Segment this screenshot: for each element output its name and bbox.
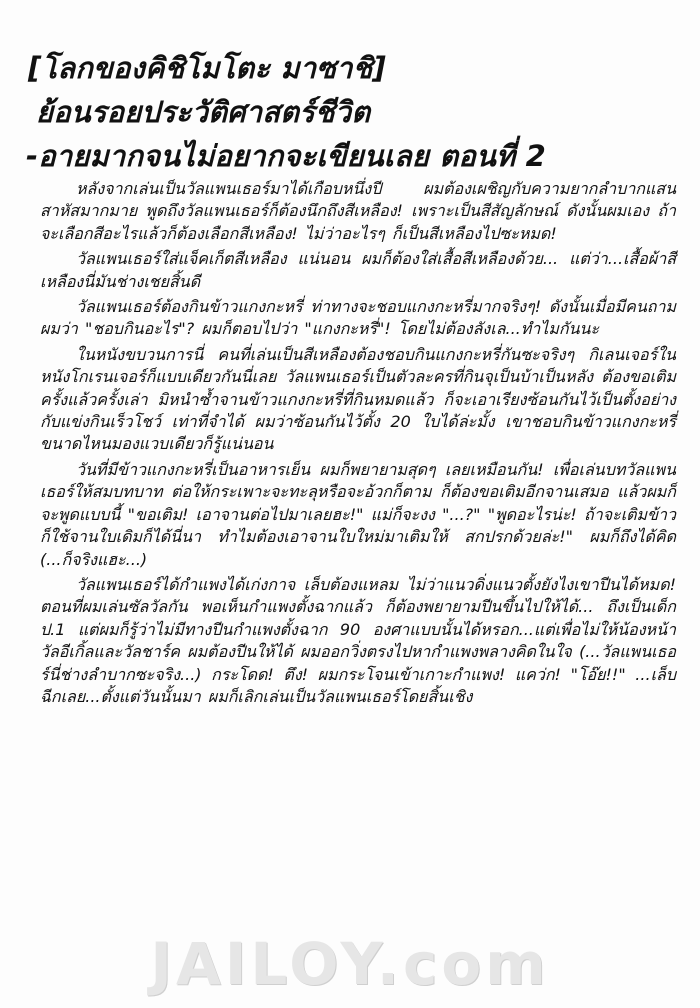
article-title [18, 46, 678, 178]
paragraph: วันที่มีข้าวแกงกะหรี่เป็นอาหารเย็น ผมก็พยายามสุดๆ เลยเหมือนกัน! เพื่อเล่นบทวัลแพนเธอร์ให้สมบทบาท ต่อให้กระเพาะจะทะลุหรือจะอ้วกก็ตาม ก็ต้องขอเติมอีกจานเสมอ แล้วผมก็จะพูดแบบนี้ "ขอเติม! เอาจานต่อไปมาเลยฮะ!" แม่ก็จะงง "...?" "พูดอะไรน่ะ! ถ้าจะเติมข้าวก็ใช้จานใบเดิมก็ได้นี่นา ทำไมต้องเอาจานใบใหม่มาเติมให้ สกปรกด้วยล่ะ!" ผมก็ถึงได้คิด (...ก็จริงแฮะ...) [40, 459, 676, 569]
site-watermark: JAILOY.com [150, 930, 550, 998]
paragraph: ในหนังขบวนการนี่ คนที่เล่นเป็นสีเหลืองต้องชอบกินแกงกะหรี่กันซะจริงๆ กิเลนเจอร์ในหนังโกเรนเจอร์ก็แบบเดียวกันนี่เลย วัลแพนเธอร์เป็นตัวละครที่กินจุเป็นบ้าเป็นหลัง ต้องขอเติมครั้งแล้วครั้งเล่า มิหนำซ้ำจานข้าวแกงกะหรี่ที่กินหมดแล้ว ก็จะเอาเรียงซ้อนกันไว้เป็นตั้งอย่างกับแข่งกินเร็วโชว์ เท่าที่จำได้ ผมว่าซ้อนกันไว้ตั้ง 20 ใบได้ล่ะมั้ง เขาชอบกินข้าวแกงกะหรี่ขนาดไหนมองแวบเดียวก็รู้แน่นอน [40, 344, 676, 454]
paragraph: วัลแพนเธอร์ต้องกินข้าวแกงกะหรี่ ท่าทางจะชอบแกงกะหรี่มากจริงๆ! ดังนั้นเมื่อมีคนถามผมว่า "ชอบกินอะไร"? ผมก็ตอบไปว่า "แกงกะหรี่"! โดยไม่ต้องลังเล...ทำไมกันนะ [40, 297, 676, 339]
title-line-3: -อายมากจนไม่อยากจะเขียนเลย ตอนที่ 2 [26, 139, 547, 173]
paragraph: หลังจากเล่นเป็นวัลแพนเธอร์มาได้เกือบหนึ่งปี ผมต้องเผชิญกับความยากลำบากแสนสาหัสมากมาย พูดถึงวัลแพนเธอร์ก็ต้องนึกถึงสีเหลือง! เพราะเป็นสีสัญลักษณ์ ดังนั้นผมเอง ถ้าจะเลือกสีอะไรแล้วก็ต้องเลือกสีเหลือง! ไม่ว่าอะไรๆ ก็เป็นสีเหลืองไปซะหมด! [40, 179, 676, 243]
article-body [40, 178, 676, 711]
title-line-1: [โลกของคิชิโมโตะ มาซาชิ] [28, 51, 386, 85]
title-line-2: ย้อนรอยประวัติศาสตร์ชีวิต [36, 95, 371, 129]
paragraph: วัลแพนเธอร์ใส่แจ็คเก็ตสีเหลือง แน่นอน ผมก็ต้องใส่เสื้อสีเหลืองด้วย... แต่ว่า...เสื้อผ้าสีเหลืองนี่มันช่างเชยสิ้นดี [40, 249, 676, 291]
paragraph: วัลแพนเธอร์ได้กำแพงได้เก่งกาจ เล็บต้องแหลม ไม่ว่าแนวดิ่งแนวตั้งยังไงเขาปีนได้หมด! ตอนที่ผมเล่นซัลวัลกัน พอเห็นกำแพงตั้งฉากแล้ว ก็ต้องพยายามปีนขึ้นไปให้ได้... ถึงเป็นเด็กป.1 แต่ผมก็รู้ว่าไม่มีทางปีนกำแพงตั้งฉาก 90 องศาแบบนั้นได้หรอก...แต่เพื่อไม่ให้น้องหน้าวัลอีเกิ้ลและวัลชาร์ค ผมต้องปีนให้ได้ ผมออกวิ่งตรงไปหากำแพงพลางคิดในใจ (...วัลแพนเธอร์นี่ช่างลำบากซะจริง...) กระโดด! ตึง! ผมกระโจนเข้าเกาะกำแพง! แคว่ก! "โอ๊ย!!" ...เล็บฉีกเลย...ตั้งแต่วันนั้นมา ผมก็เลิกเล่นเป็นวัลแพนเธอร์โดยสิ้นเชิง [40, 574, 676, 706]
